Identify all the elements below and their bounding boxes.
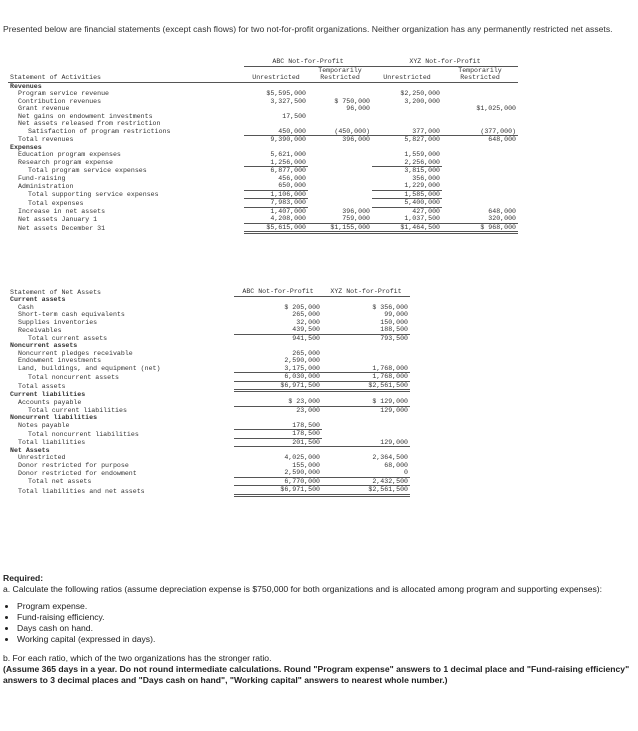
amount-cell: 265,000 (292, 311, 320, 318)
row-label: Research program expense (18, 159, 113, 166)
amount-cell (442, 82, 518, 90)
amount-cell (244, 144, 308, 152)
amount-cell (442, 90, 518, 98)
statement-of-activities (8, 58, 518, 234)
row-label: Fund-raising (18, 174, 66, 182)
amount-cell: 2,364,500 (372, 454, 408, 461)
amount-cell: 0 (322, 469, 410, 477)
amount-cell: 7,983,000 (244, 199, 308, 208)
activities-row (8, 159, 518, 167)
row-label: Total noncurrent assets (28, 373, 120, 381)
amount-cell: 2,432,500 (322, 477, 410, 486)
amount-cell (308, 151, 372, 159)
amount-cell: 32,000 (296, 318, 320, 326)
amount-cell (322, 357, 410, 365)
amount-cell: 356,000 (412, 174, 440, 182)
activities-row (8, 82, 518, 90)
amount-cell (322, 447, 410, 455)
net-assets-row (8, 454, 410, 462)
row-label: Noncurrent liabilities (10, 414, 98, 421)
amount-cell: $ 205,000 (284, 303, 320, 311)
amount-cell: 450,000 (244, 128, 308, 136)
amount-cell: 650,000 (244, 182, 308, 190)
amount-cell: 1,037,500 (372, 215, 442, 223)
row-label: Land, buildings, and equipment (net) (18, 365, 161, 372)
amount-cell: 427,000 (412, 207, 440, 215)
row-label: Program service revenue (18, 90, 110, 97)
statement-of-net-assets (8, 288, 410, 497)
row-label: Total current assets (28, 334, 108, 342)
amount-cell: 23,000 (296, 406, 320, 414)
activities-org-a-header: ABC Not-for-Profit (244, 58, 372, 66)
amount-cell (442, 182, 518, 190)
amount-cell: 648,000 (488, 136, 516, 143)
amount-cell (244, 105, 308, 113)
amount-cell: $5,615,000 (244, 223, 308, 233)
amount-cell: $ 23,000 (234, 398, 322, 406)
amount-cell: (377,000) (442, 128, 518, 136)
row-label: Grant revenue (18, 105, 70, 112)
amount-cell: $5,595,000 (266, 90, 306, 97)
amount-cell: $ 129,000 (322, 398, 410, 406)
row-label: Education program expenses (18, 151, 121, 158)
row-label: Total revenues (18, 136, 74, 143)
amount-cell: 1,768,000 (322, 365, 410, 373)
amount-cell: 9,390,000 (270, 136, 306, 143)
amount-cell (308, 144, 372, 152)
amount-cell (442, 98, 518, 106)
amount-cell: 5,827,000 (404, 136, 440, 143)
amount-cell: 178,500 (234, 422, 322, 430)
amount-cell (442, 113, 518, 121)
row-label: Total liabilities (18, 439, 86, 446)
amount-cell: 150,000 (380, 318, 408, 326)
net-assets-row (8, 342, 410, 350)
amount-cell: 188,500 (322, 326, 410, 334)
row-label: Short-term cash equivalents (18, 311, 125, 318)
amount-cell: 3,175,000 (234, 365, 322, 373)
amount-cell (322, 350, 410, 358)
activities-row (8, 113, 518, 121)
amount-cell: 99,000 (384, 311, 408, 318)
amount-cell (244, 120, 308, 128)
amount-cell (322, 422, 410, 430)
activities-row (8, 175, 518, 183)
ratio-item: • Program expense. (17, 601, 633, 612)
amount-cell: 1,256,000 (244, 159, 308, 167)
row-label: Notes payable (18, 422, 70, 429)
amount-cell: $ 968,000 (442, 223, 518, 233)
amount-cell (442, 144, 518, 152)
net-assets-row (8, 319, 410, 327)
activities-row (8, 105, 518, 113)
amount-cell (442, 159, 518, 167)
amount-cell: 178,500 (234, 430, 322, 439)
row-label: Increase in net assets (18, 207, 106, 215)
net-assets-row (8, 462, 410, 470)
amount-cell: 2,256,000 (372, 159, 442, 167)
amount-cell: $2,561,500 (322, 381, 410, 391)
row-label: Net Assets (10, 446, 50, 454)
ratio-item: • Fund-raising efficiency. (17, 612, 633, 623)
net-assets-row (8, 365, 410, 373)
activities-row (8, 223, 518, 233)
row-label: Current assets (10, 296, 66, 303)
activities-row (8, 98, 518, 106)
row-label: Supplies inventories (18, 318, 98, 326)
required-part-b: b. For each ratio, which of the two organizations has the stronger ratio. (3, 653, 272, 663)
amount-cell: 2,590,000 (234, 469, 322, 477)
amount-cell: 439,500 (234, 326, 322, 334)
activities-row (8, 190, 518, 199)
net-assets-row (8, 447, 410, 455)
net-assets-row (8, 438, 410, 447)
amount-cell: 5,400,000 (372, 199, 442, 208)
net-assets-row (8, 469, 410, 477)
net-assets-row (8, 406, 410, 414)
activities-title: Statement of Activities (8, 74, 244, 82)
activities-row (8, 120, 518, 128)
net-assets-row (8, 350, 410, 358)
activities-row (8, 90, 518, 98)
amount-cell (372, 120, 442, 128)
amount-cell (234, 391, 322, 399)
net-assets-row (8, 334, 410, 342)
net-assets-row (8, 381, 410, 391)
amount-cell: $2,250,000 (400, 90, 440, 97)
amount-cell: 396,000 (342, 207, 370, 215)
amount-cell (372, 144, 442, 152)
activities-row (8, 167, 518, 175)
row-label: Endowment investments (18, 357, 102, 364)
amount-cell: 5,621,000 (270, 151, 306, 158)
amount-cell (322, 430, 410, 439)
net-assets-table (8, 288, 410, 497)
net-assets-org-a-header: ABC Not-for-Profit (234, 288, 322, 296)
amount-cell (322, 342, 410, 350)
amount-cell (372, 82, 442, 90)
amount-cell: 2,590,000 (284, 357, 320, 364)
activities-temp-header-b-1: Temporarily (458, 66, 502, 74)
ratio-item: • Days cash on hand. (17, 623, 633, 634)
row-label: Total net assets (28, 478, 92, 485)
ratio-item: • Working capital (expressed in days). (17, 634, 633, 645)
activities-row (8, 151, 518, 159)
activities-row (8, 136, 518, 144)
amount-cell: 3,815,000 (404, 167, 440, 174)
row-label: Total noncurrent liabilities (28, 430, 139, 438)
amount-cell (308, 167, 372, 175)
net-assets-row (8, 391, 410, 399)
activities-temp-header-a-1: Temporarily (318, 66, 362, 74)
activities-row (8, 182, 518, 190)
amount-cell (442, 175, 518, 183)
amount-cell: 793,500 (380, 334, 408, 342)
rounding-instructions: (Assume 365 days in a year. Do not round intermediate calculations. Round "Program expense" answers to 1 decimal place and "Fund-raising efficiency" answers to 3 decimal places and "Days cash on hand", "Working capital" answers to nearest whole number.) (3, 664, 630, 685)
amount-cell (308, 175, 372, 183)
required-title: Required: (3, 573, 44, 583)
amount-cell: 759,000 (308, 215, 372, 223)
amount-cell: 96,000 (346, 105, 370, 112)
row-label: Noncurrent assets (10, 342, 78, 349)
amount-cell: 265,000 (292, 349, 320, 357)
amount-cell: 3,200,000 (404, 97, 440, 105)
row-label: Unrestricted (18, 454, 66, 461)
net-assets-row (8, 311, 410, 319)
amount-cell: 1,585,000 (372, 190, 442, 199)
amount-cell: 3,327,500 (270, 97, 306, 105)
amount-cell (322, 296, 410, 304)
amount-cell (442, 199, 518, 208)
amount-cell (442, 120, 518, 128)
amount-cell: $ 356,000 (372, 303, 408, 311)
amount-cell: 1,106,000 (244, 190, 308, 199)
amount-cell: $ 750,000 (334, 97, 370, 105)
required-part-a: a. Calculate the following ratios (assume depreciation expense is $750,000 for both organizations and is allocated among program and supporting expenses): (3, 584, 603, 594)
activities-row (8, 207, 518, 215)
row-label: Total current liabilities (28, 406, 127, 414)
row-label: Cash (18, 303, 34, 311)
ratio-list (3, 601, 633, 645)
row-label: Revenues (10, 82, 42, 90)
amount-cell (308, 182, 372, 190)
row-label: Noncurrent pledges receivable (18, 349, 133, 357)
activities-row (8, 215, 518, 223)
row-label: Total supporting service expenses (28, 191, 159, 198)
net-assets-row (8, 296, 410, 304)
row-label: Satisfaction of program restrictions (28, 128, 171, 135)
amount-cell (322, 391, 410, 399)
amount-cell: 6,877,000 (270, 167, 306, 174)
row-label: Total assets (18, 383, 66, 390)
row-label: Donor restricted for endowment (18, 469, 137, 477)
amount-cell (322, 414, 410, 422)
net-assets-row (8, 373, 410, 382)
amount-cell: 6,770,000 (234, 477, 322, 486)
amount-cell (442, 190, 518, 199)
amount-cell (308, 120, 372, 128)
net-assets-title: Statement of Net Assets (10, 288, 102, 296)
activities-row (8, 199, 518, 208)
required-section (3, 573, 633, 686)
amount-cell (234, 414, 322, 422)
net-assets-org-b-header: XYZ Not-for-Profit (322, 288, 410, 296)
amount-cell: 155,000 (292, 461, 320, 469)
amount-cell (372, 113, 442, 121)
row-label: Net assets released from restriction (18, 120, 161, 127)
amount-cell: 941,500 (292, 334, 320, 342)
row-label: Total program service expenses (28, 167, 147, 174)
row-label: Current liabilities (10, 390, 86, 398)
amount-cell: 68,000 (384, 461, 408, 469)
amount-cell: $1,025,000 (476, 105, 516, 112)
amount-cell: 17,500 (282, 112, 306, 120)
amount-cell (308, 159, 372, 167)
activities-row (8, 128, 518, 136)
net-assets-row (8, 304, 410, 312)
activities-row (8, 144, 518, 152)
amount-cell (372, 105, 442, 113)
amount-cell (308, 90, 372, 98)
row-label: Accounts payable (18, 398, 82, 406)
net-assets-row (8, 326, 410, 334)
row-label: Total liabilities and net assets (18, 487, 145, 495)
amount-cell: 1,559,000 (404, 151, 440, 158)
row-label: Total expenses (28, 199, 84, 207)
activities-temp-header-a-2: Restricted (308, 74, 372, 82)
amount-cell: $2,561,500 (322, 486, 410, 496)
amount-cell (308, 82, 372, 90)
net-assets-row (8, 430, 410, 439)
amount-cell: $1,155,000 (308, 223, 372, 233)
amount-cell: 648,000 (488, 207, 516, 215)
net-assets-row (8, 422, 410, 430)
amount-cell: 129,000 (380, 406, 408, 414)
amount-cell: 1,407,000 (270, 207, 306, 215)
amount-cell (442, 167, 518, 175)
row-label: Net assets January 1 (18, 215, 98, 223)
amount-cell (442, 151, 518, 159)
row-label: Net assets December 31 (18, 225, 106, 232)
amount-cell (308, 199, 372, 208)
amount-cell (308, 113, 372, 121)
activities-table (8, 58, 518, 234)
activities-temp-header-b-2: Restricted (442, 74, 518, 82)
amount-cell: 129,000 (322, 438, 410, 447)
amount-cell: 320,000 (442, 215, 518, 223)
amount-cell: 396,000 (342, 136, 370, 143)
row-label: Administration (18, 182, 74, 190)
row-label: Net gains on endowment investments (18, 112, 153, 120)
amount-cell: 6,030,000 (234, 373, 322, 382)
activities-org-b-header: XYZ Not-for-Profit (372, 58, 518, 66)
amount-cell (234, 342, 322, 350)
amount-cell: 377,000 (372, 128, 442, 136)
row-label: Donor restricted for purpose (18, 461, 129, 469)
amount-cell (308, 190, 372, 199)
net-assets-row (8, 486, 410, 496)
net-assets-row (8, 357, 410, 365)
amount-cell: 456,000 (278, 174, 306, 182)
amount-cell (234, 296, 322, 304)
amount-cell: $1,464,500 (372, 223, 442, 233)
amount-cell: $6,971,500 (234, 381, 322, 391)
amount-cell: (450,000) (308, 128, 372, 136)
amount-cell (244, 82, 308, 90)
row-label: Receivables (18, 326, 62, 334)
amount-cell: $6,971,500 (234, 486, 322, 496)
activities-unrestricted-header-a: Unrestricted (244, 74, 308, 82)
amount-cell: 4,025,000 (284, 454, 320, 461)
amount-cell (234, 447, 322, 455)
activities-unrestricted-header-b: Unrestricted (372, 74, 442, 82)
intro-text: Presented below are financial statements (except cash flows) for two not-for-profit organizations. Neither organization has any permanently restricted net assets. (3, 24, 613, 34)
row-label: Expenses (10, 143, 42, 151)
amount-cell: 4,208,000 (244, 215, 308, 223)
row-label: Contribution revenues (18, 97, 102, 105)
amount-cell: 201,500 (234, 438, 322, 447)
net-assets-row (8, 477, 410, 486)
net-assets-row (8, 414, 410, 422)
net-assets-row (8, 398, 410, 406)
amount-cell: 1,768,000 (322, 373, 410, 382)
amount-cell: 1,229,000 (372, 182, 442, 190)
